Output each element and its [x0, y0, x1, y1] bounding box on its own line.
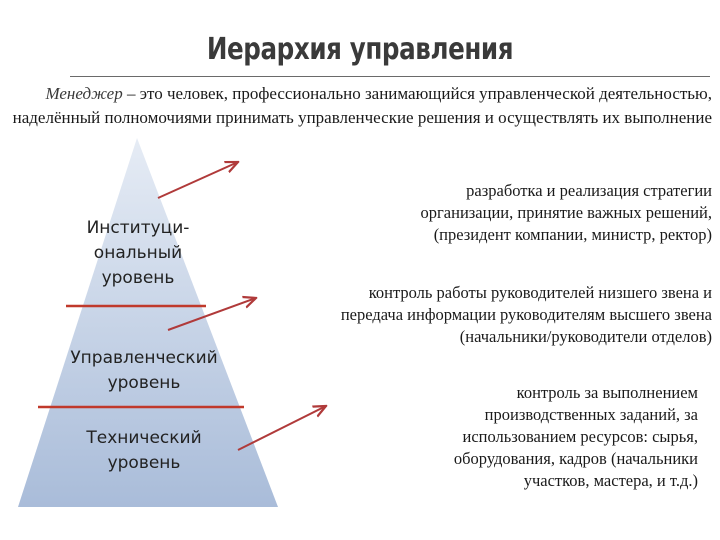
desc-technical-line5: участков, мастера, и т.д.)	[523, 471, 698, 490]
page-title: Иерархия управления	[206, 32, 514, 67]
arrow-institutional	[158, 162, 238, 198]
definition-text: – это человек, профессионально занимающийся управленческой деятельностью, наделённый полномочиями принимать управленческие решения и осуществлять их выполнение	[12, 84, 712, 127]
level-managerial-line1: Управленческий	[70, 348, 218, 368]
desc-managerial-line3: (начальники/руководители отделов)	[459, 327, 712, 346]
level-technical-label	[64, 426, 224, 476]
desc-institutional	[330, 180, 712, 246]
desc-technical-line1: контроль за выполнением	[516, 383, 698, 402]
desc-managerial-line2: передача информации руководителям высшего звена	[340, 305, 712, 324]
level-managerial-label	[54, 346, 234, 396]
arrow-technical	[238, 406, 326, 450]
level-institutional-label	[62, 216, 214, 291]
level-institutional-line1: Институци-	[86, 218, 190, 238]
level-managerial-line2: уровень	[107, 373, 181, 393]
desc-institutional-line3: (президент компании, министр, ректор)	[433, 225, 712, 244]
desc-technical-line2: производственных заданий, за	[484, 405, 698, 424]
desc-technical-line4: оборудования, кадров (начальники	[453, 449, 698, 468]
level-institutional-line3: уровень	[101, 268, 175, 288]
desc-managerial	[236, 282, 712, 348]
desc-institutional-line1: разработка и реализация стратегии	[466, 181, 712, 200]
level-technical-line2: уровень	[107, 453, 181, 473]
desc-technical-line3: использованием ресурсов: сырья,	[462, 427, 698, 446]
desc-institutional-line2: организации, принятие важных решений,	[420, 203, 712, 222]
desc-managerial-line1: контроль работы руководителей низшего звена и	[368, 283, 712, 302]
definition-term: Менеджер	[45, 84, 123, 103]
desc-technical	[384, 382, 698, 492]
level-technical-line1: Технический	[86, 428, 202, 448]
level-institutional-line2: ональный	[93, 243, 183, 263]
